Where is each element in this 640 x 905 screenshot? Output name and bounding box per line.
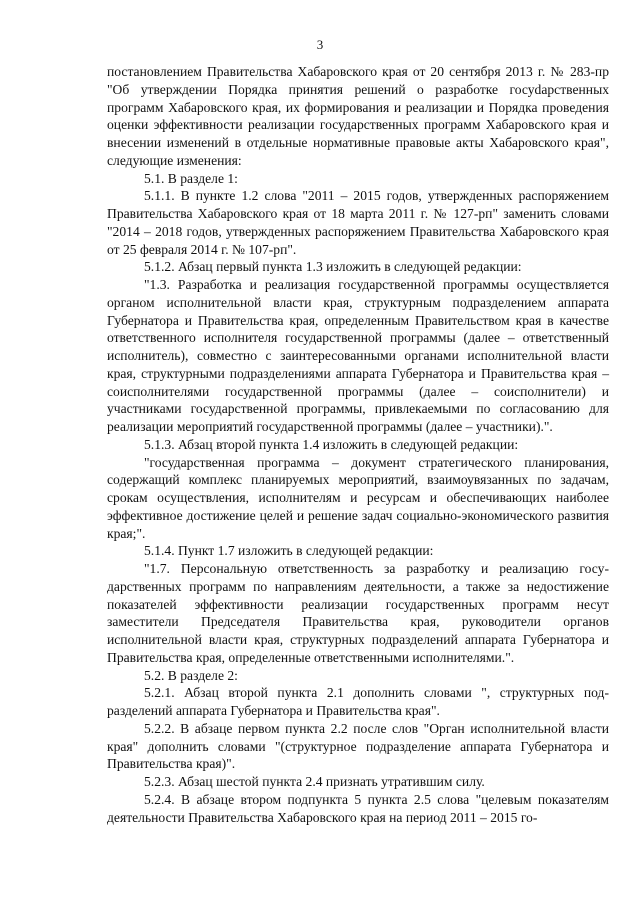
paragraph-section-5-1-heading: 5.1. В разделе 1: bbox=[144, 170, 238, 186]
paragraph-quoted-1-7: "1.7. Персональную ответственность за разработку и реализацию государственных программ по направлениям деятельности, а также за недостижение показателей эффективности реализации государственных программ несут заместители Председателя Правительства края, руководители органов исполнительной власти края, структурных подразделений аппарата Губернатора и Правительства края, определенные ответственными исполнителями.". bbox=[107, 561, 609, 665]
paragraph-quoted-definition: "государственная программа – документ стратегического планирования, содержащий комплекс планируемых мероприятий, взаимоувязанных по задачам, срокам осуществления, исполнителям и ресурсам и обеспечивающих наиболее эффективное достижение целей и решение задач социально-экономического развития края;". bbox=[107, 454, 609, 541]
paragraph-section-5-2-heading: 5.2. В разделе 2: bbox=[144, 667, 238, 683]
paragraph-5-1-3: 5.1.3. Абзац второй пункта 1.4 изложить в следующей редакции: bbox=[144, 436, 519, 452]
paragraph-5-1-2: 5.1.2. Абзац первый пункта 1.3 изложить в следующей редакции: bbox=[144, 259, 522, 275]
paragraph-intro-continuation: постановлением Правительства Хабаровского края от 20 сентября 2013 г. № 283-пр "Об утверждении Порядка принятия решений о разработке госуdарственных программ Хабаровского края, их формирования и реализации и Порядка проведения оценки эффективности реализации государственных программ Хабаровского края и внесении изменений в отдельные нормативные правовые акты Хабаровского края", следующие изменения: bbox=[107, 64, 609, 168]
document-body bbox=[107, 63, 609, 826]
paragraph-5-1-4: 5.1.4. Пункт 1.7 изложить в следующей редакции: bbox=[144, 543, 434, 559]
paragraph-5-2-1: 5.2.1. Абзац второй пункта 2.1 дополнить словами ", структурных подразделений аппарата Губернатора и Правительства края". bbox=[107, 685, 609, 718]
paragraph-5-2-3: 5.2.3. Абзац шестой пункта 2.4 признать утратившим силу. bbox=[144, 774, 485, 789]
page-number: 3 bbox=[316, 37, 324, 52]
paragraph-5-2-2: 5.2.2. В абзаце первом пункта 2.2 после слов "Орган исполнительной власти края" дополнить словами "(структурное подразделение аппарата Губернатора и Правительства края)". bbox=[107, 720, 609, 772]
paragraph-5-2-4: 5.2.4. В абзаце втором подпункта 5 пункта 2.5 слова "целевым показателям деятельности Правительства Хабаровского края на период 2011 – 2015 го- bbox=[107, 791, 609, 825]
paragraph-quoted-1-3: "1.3. Разработка и реализация государственной программы осуществляется органом исполнительной власти края, структурным подразделением аппарата Губернатора и Правительства края, определенным Правительством края в качестве ответственного исполнителя государственной программы (далее – ответственный исполнитель), совместно с заинтересованными органами исполнительной власти края, структурными подразделениями аппарата Губернатора и Правительства края – соисполнителями государственной программы (далее – соисполнители) и участниками государственной программы, привлекаемыми по согласованию для реализации мероприятий государственной программы (далее – участники).". bbox=[107, 277, 609, 434]
paragraph-5-1-1: 5.1.1. В пункте 1.2 слова "2011 – 2015 годов, утвержденных распоряжением Правительства Хабаровского края от 18 марта 2011 г. № 127-рп" заменить словами "2014 – 2018 годов, утвержденных распоряжением Правительства Хабаровского края от 25 февраля 2014 г. № 107-рп". bbox=[107, 188, 609, 257]
